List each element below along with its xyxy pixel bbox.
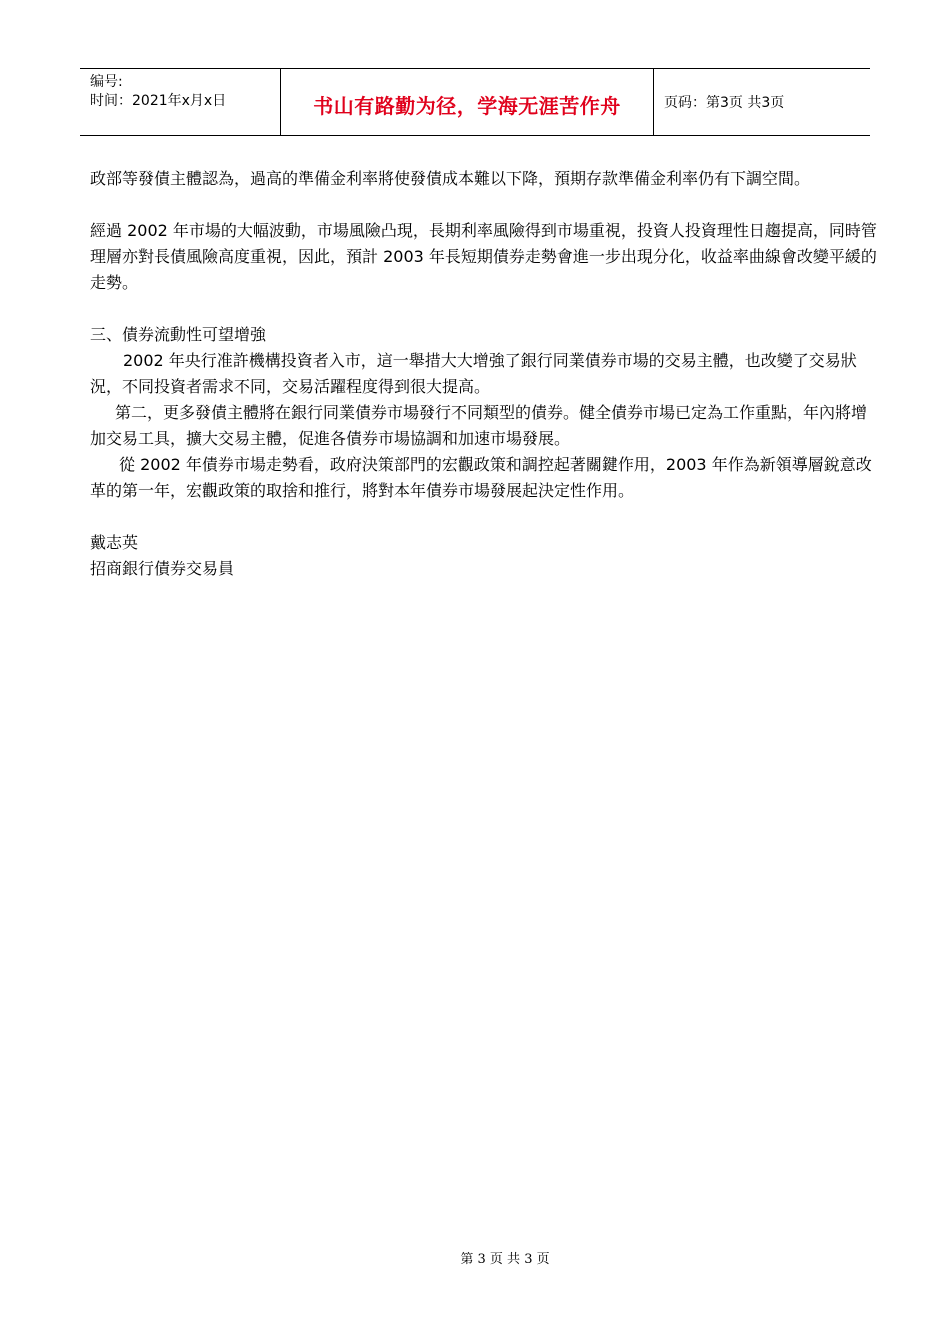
document-body	[90, 166, 880, 582]
paragraph-4: 第二，更多發債主體將在銀行同業債券市場發行不同類型的債券。健全債券市場已定為工作重點，年內將增加交易工具，擴大交易主體，促進各債券市場協調和加速市場發展。	[90, 403, 868, 448]
author-name: 戴志英	[90, 533, 139, 552]
paragraph-2: 經過 2002 年市場的大幅波動，市場風險凸現，長期利率風險得到市場重視，投資人投資理性日趨提高，同時管理層亦對長債風險高度重視，因此，預計 2003 年長短期債券走勢會進一步出現分化，收益率曲線會改變平緩的走勢。	[90, 221, 877, 292]
header-motto: 书山有路勤为径，学海无涯苦作舟	[281, 69, 654, 135]
section-heading: 三、債券流動性可望增強	[90, 325, 267, 344]
author-title: 招商銀行債券交易員	[90, 559, 235, 578]
number-label: 编号:	[90, 74, 123, 90]
header-meta	[80, 69, 281, 135]
header-page-label: 页码：第3页 共3页	[664, 95, 785, 111]
time-label: 时间：2021年x月x日	[90, 93, 227, 109]
page-footer: 第 3 页 共 3 页	[460, 1252, 550, 1267]
paragraph-5: 從 2002 年債券市場走勢看，政府決策部門的宏觀政策和調控起著關鍵作用，2003 年作為新領導層銳意改革的第一年，宏觀政策的取捨和推行，將對本年債券市場發展起決定性作用。	[90, 455, 872, 500]
document-header	[80, 68, 870, 136]
paragraph-1: 政部等發債主體認為，過高的準備金利率將使發債成本難以下降，預期存款準備金利率仍有下調空間。	[90, 169, 811, 188]
paragraph-3: 2002 年央行准許機構投資者入市，這一舉措大大增強了銀行同業債券市場的交易主體，也改變了交易狀況，不同投資者需求不同，交易活躍程度得到很大提高。	[90, 351, 857, 396]
